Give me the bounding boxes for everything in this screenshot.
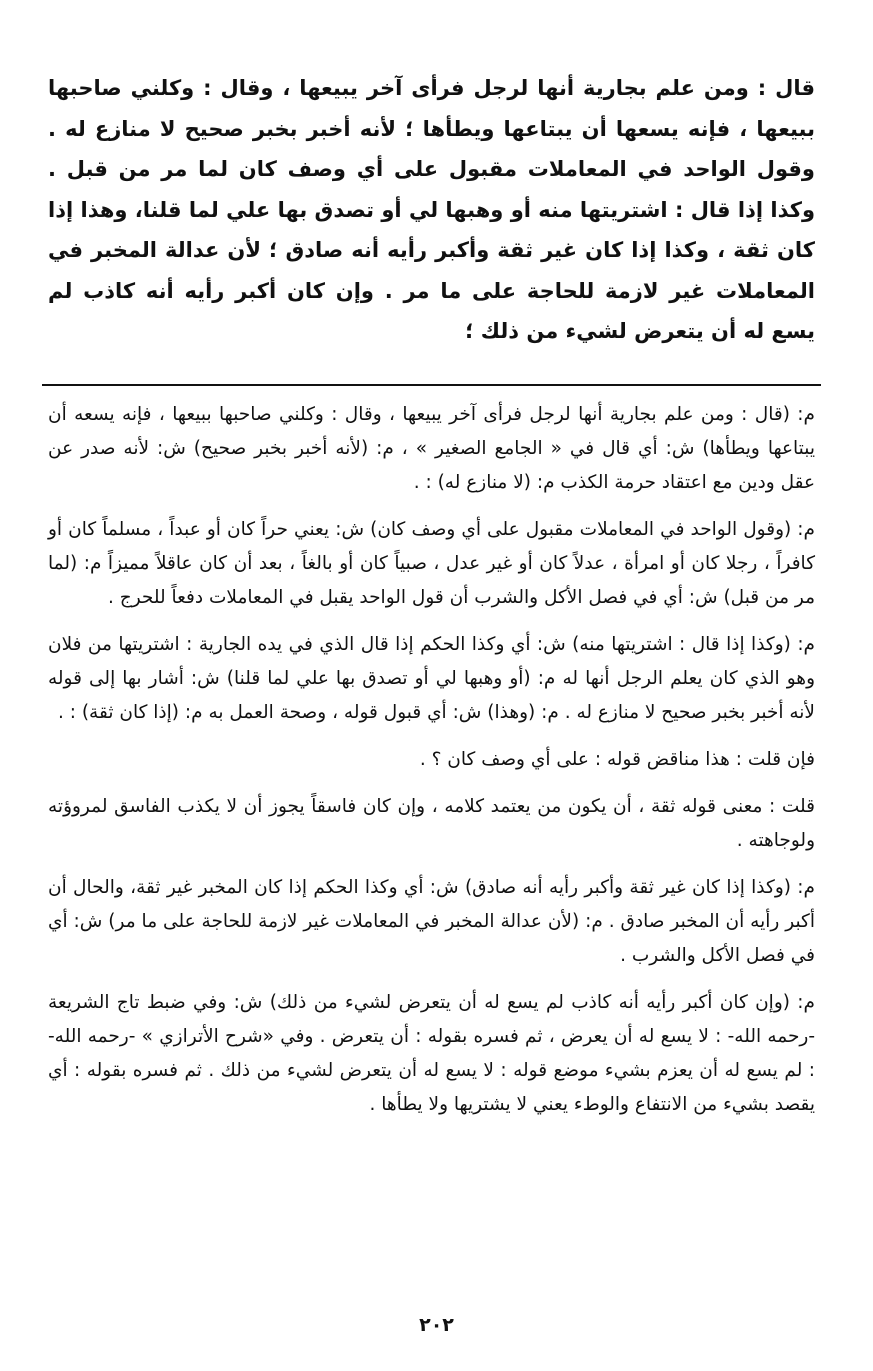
commentary-paragraph: م: (قال : ومن علم بجارية أنها لرجل فرأى آخر يبيعها ، وقال : وكلني صاحبها ببيعها ، فإنه يسعه أن يبتاعها ويطأها) ش: أي قال في « الجامع الصغير » ، م: (لأنه أخبر بخبر صحيح) ش: لأنه صدر عن عقل ودين مع اعتقاد حرمة الكذب م: (لا منازع له) : . xyxy=(48,403,815,493)
commentary-paragraph: م: (وإن كان أكبر رأيه أنه كاذب لم يسع له أن يتعرض لشيء من ذلك) ش: وفي ضبط تاج الشريعة -رحمه الله- : لا يسع له أن يعرض ، ثم فسره بقوله : أن يتعرض . وفي «شرح الأترازي » -رحمه الله- : لم يسع له أن يعزم بشيء موضع قوله : لا يسع له أن يتعرض لشيء من ذلك . ثم فسره بقوله : أي يقصد بشيء من الانتفاع والوطء يعني لا يشتريها ولا يطأها . xyxy=(48,991,815,1115)
commentary-paragraph: م: (وكذا إذا قال : اشتريتها منه) ش: أي وكذا الحكم إذا قال الذي في يده الجارية : اشتريتها من فلان وهو الذي كان يعلم الرجل أنها له م: (أو وهبها لي أو تصدق بها علي لما قلنا) ش: أشار بها إلى قوله لأنه أخبر بخبر صحيح لا منازع له . م: (وهذا) ش: أي قبول قوله ، وصحة العمل به م: (إذا كان ثقة) : . xyxy=(48,633,815,723)
commentary xyxy=(48,398,815,1122)
main-text: قال : ومن علم بجارية أنها لرجل فرأى آخر يبيعها ، وقال : وكلني صاحبها ببيعها ، فإنه يسعها أن يبتاعها ويطأها ؛ لأنه أخبر بخبر صحيح لا منازع له . وقول الواحد في المعاملات مقبول على أي وصف كان لما مر من قبل . وكذا إذا قال : اشتريتها منه أو وهبها لي أو تصدق بها علي لما قلنا، وهذا إذا كان ثقة ، وكذا إذا كان غير ثقة وأكبر رأيه أنه صادق ؛ لأن عدالة المخبر في المعاملات غير لازمة للحاجة على ما مر . وإن كان أكبر رأيه أنه كاذب لم يسع له أن يتعرض لشيء من ذلك ؛ xyxy=(48,76,815,343)
commentary-paragraph: م: (وقول الواحد في المعاملات مقبول على أي وصف كان) ش: يعني حراً كان أو عبداً ، مسلماً كان أو كافراً ، رجلا كان أو امرأة ، عدلاً كان أو غير عدل ، صبياً كان أو بالغاً ، بعد أن كان عاقلاً مميزاً م: (لما مر من قبل) ش: أي في فصل الأكل والشرب أن قول الواحد يقبل في المعاملات دفعاً للحرج . xyxy=(48,518,815,608)
commentary-paragraph: قلت : معنى قوله ثقة ، أن يكون من يعتمد كلامه ، وإن كان فاسقاً يجوز أن لا يكذب الفاسق لمروؤته ولوجاهته . xyxy=(48,795,815,851)
commentary-paragraph: م: (وكذا إذا كان غير ثقة وأكبر رأيه أنه صادق) ش: أي وكذا الحكم إذا كان المخبر غير ثقة، والحال أن أكبر رأيه أن المخبر صادق . م: (لأن عدالة المخبر في المعاملات غير لازمة للحاجة على ما مر) ش: أي في فصل الأكل والشرب . xyxy=(48,876,815,966)
page-number: ٢٠٢ xyxy=(419,1314,454,1336)
separator-rule xyxy=(42,384,821,386)
commentary-paragraph: فإن قلت : هذا مناقض قوله : على أي وصف كان ؟ . xyxy=(419,748,815,770)
